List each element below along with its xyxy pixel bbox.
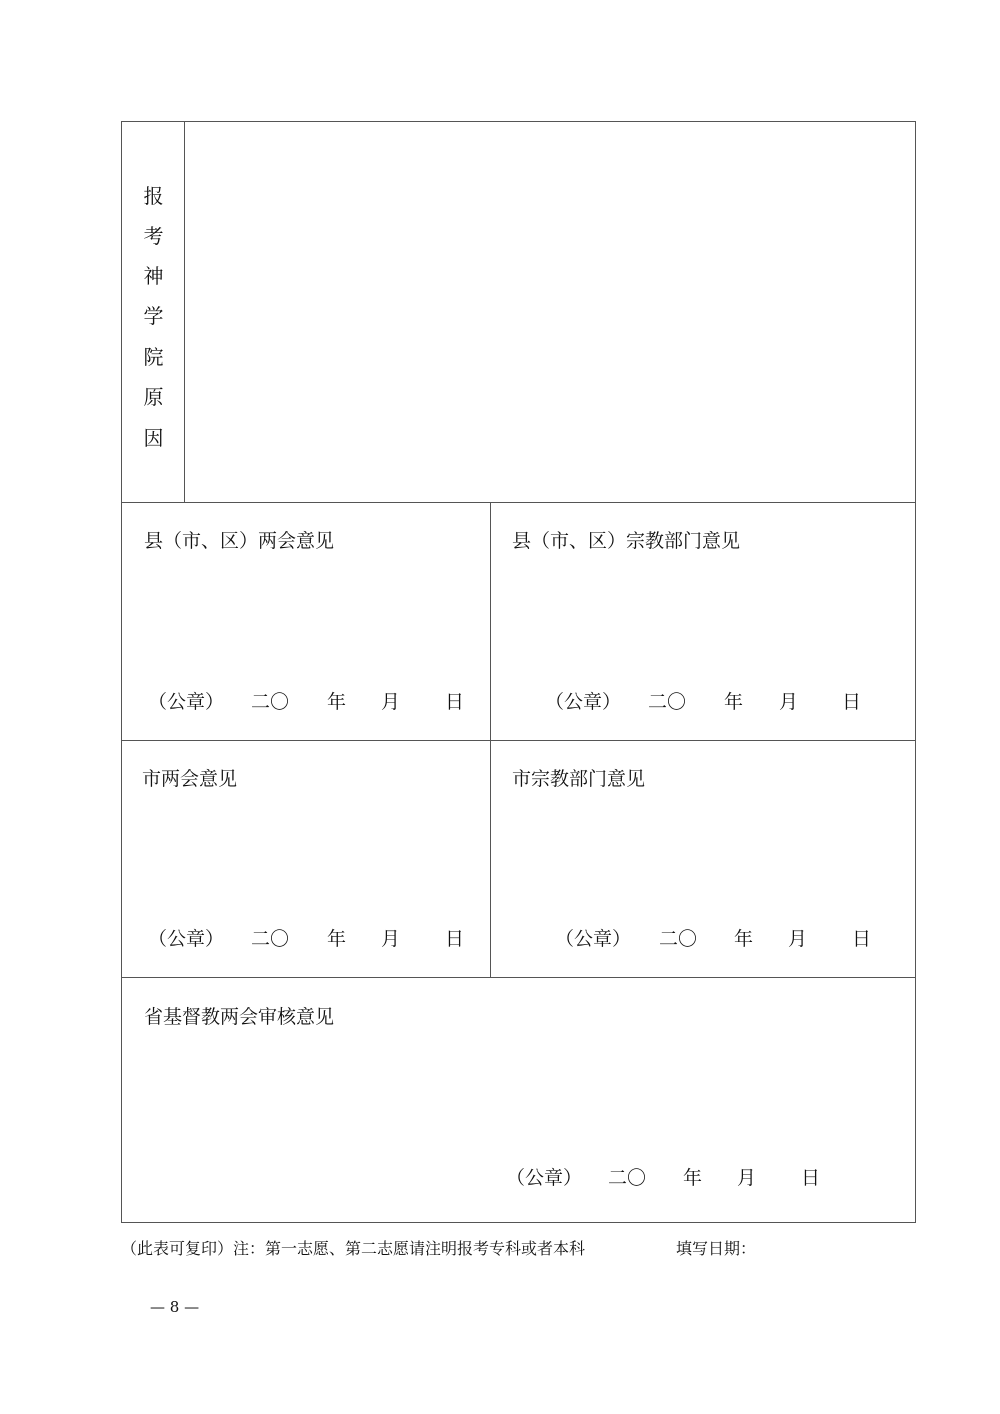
reason-label-char: 报 (143, 184, 164, 208)
cell-title: 省基督教两会审核意见 (144, 1006, 335, 1028)
city-lianghui-opinion-cell[interactable] (122, 741, 490, 977)
seal-label: （公章） (506, 1167, 583, 1189)
year-prefix: 二〇 (648, 691, 687, 713)
reason-label-char: 考 (143, 224, 164, 248)
month-label: 月 (788, 928, 808, 950)
year-label: 年 (734, 928, 754, 950)
day-label: 日 (842, 691, 862, 713)
day-label: 日 (445, 691, 465, 713)
year-prefix: 二〇 (608, 1167, 647, 1189)
seal-date-line (491, 690, 916, 714)
reason-label (122, 122, 185, 503)
cell-title: 市宗教部门意见 (512, 768, 646, 790)
year-label: 年 (683, 1167, 703, 1189)
seal-label: （公章） (148, 691, 225, 713)
seal-date-line (122, 927, 490, 951)
application-form-table (121, 121, 916, 1223)
seal-label: （公章） (148, 928, 225, 950)
reason-label-char: 原 (143, 385, 164, 409)
year-prefix: 二〇 (251, 691, 290, 713)
cell-title: 市两会意见 (142, 768, 238, 790)
footer-note: （此表可复印）注：第一志愿、第二志愿请注明报考专科或者本科 (121, 1239, 586, 1258)
year-label: 年 (327, 691, 347, 713)
seal-date-line (122, 1166, 916, 1190)
reason-label-char: 学 (143, 304, 164, 328)
seal-label: （公章） (555, 928, 632, 950)
seal-label: （公章） (545, 691, 622, 713)
year-label: 年 (327, 928, 347, 950)
month-label: 月 (381, 928, 401, 950)
county-religious-dept-opinion-cell[interactable] (491, 503, 916, 740)
seal-date-line (122, 690, 490, 714)
month-label: 月 (779, 691, 799, 713)
month-label: 月 (381, 691, 401, 713)
year-prefix: 二〇 (251, 928, 290, 950)
day-label: 日 (801, 1167, 821, 1189)
seal-date-line (491, 927, 916, 951)
city-religious-dept-opinion-cell[interactable] (491, 741, 916, 977)
fill-date-label: 填写日期： (676, 1239, 757, 1258)
month-label: 月 (737, 1167, 757, 1189)
county-lianghui-opinion-cell[interactable] (122, 503, 490, 740)
reason-label-char: 因 (143, 426, 164, 450)
provincial-review-opinion-cell[interactable] (122, 978, 916, 1222)
day-label: 日 (852, 928, 872, 950)
reason-content-area[interactable] (185, 122, 916, 502)
day-label: 日 (445, 928, 465, 950)
page-number: — 8 — (150, 1298, 200, 1316)
reason-label-char: 神 (143, 264, 164, 288)
cell-title: 县（市、区）宗教部门意见 (512, 530, 741, 552)
cell-title: 县（市、区）两会意见 (144, 530, 335, 552)
year-label: 年 (724, 691, 744, 713)
year-prefix: 二〇 (659, 928, 698, 950)
reason-label-char: 院 (143, 345, 164, 369)
